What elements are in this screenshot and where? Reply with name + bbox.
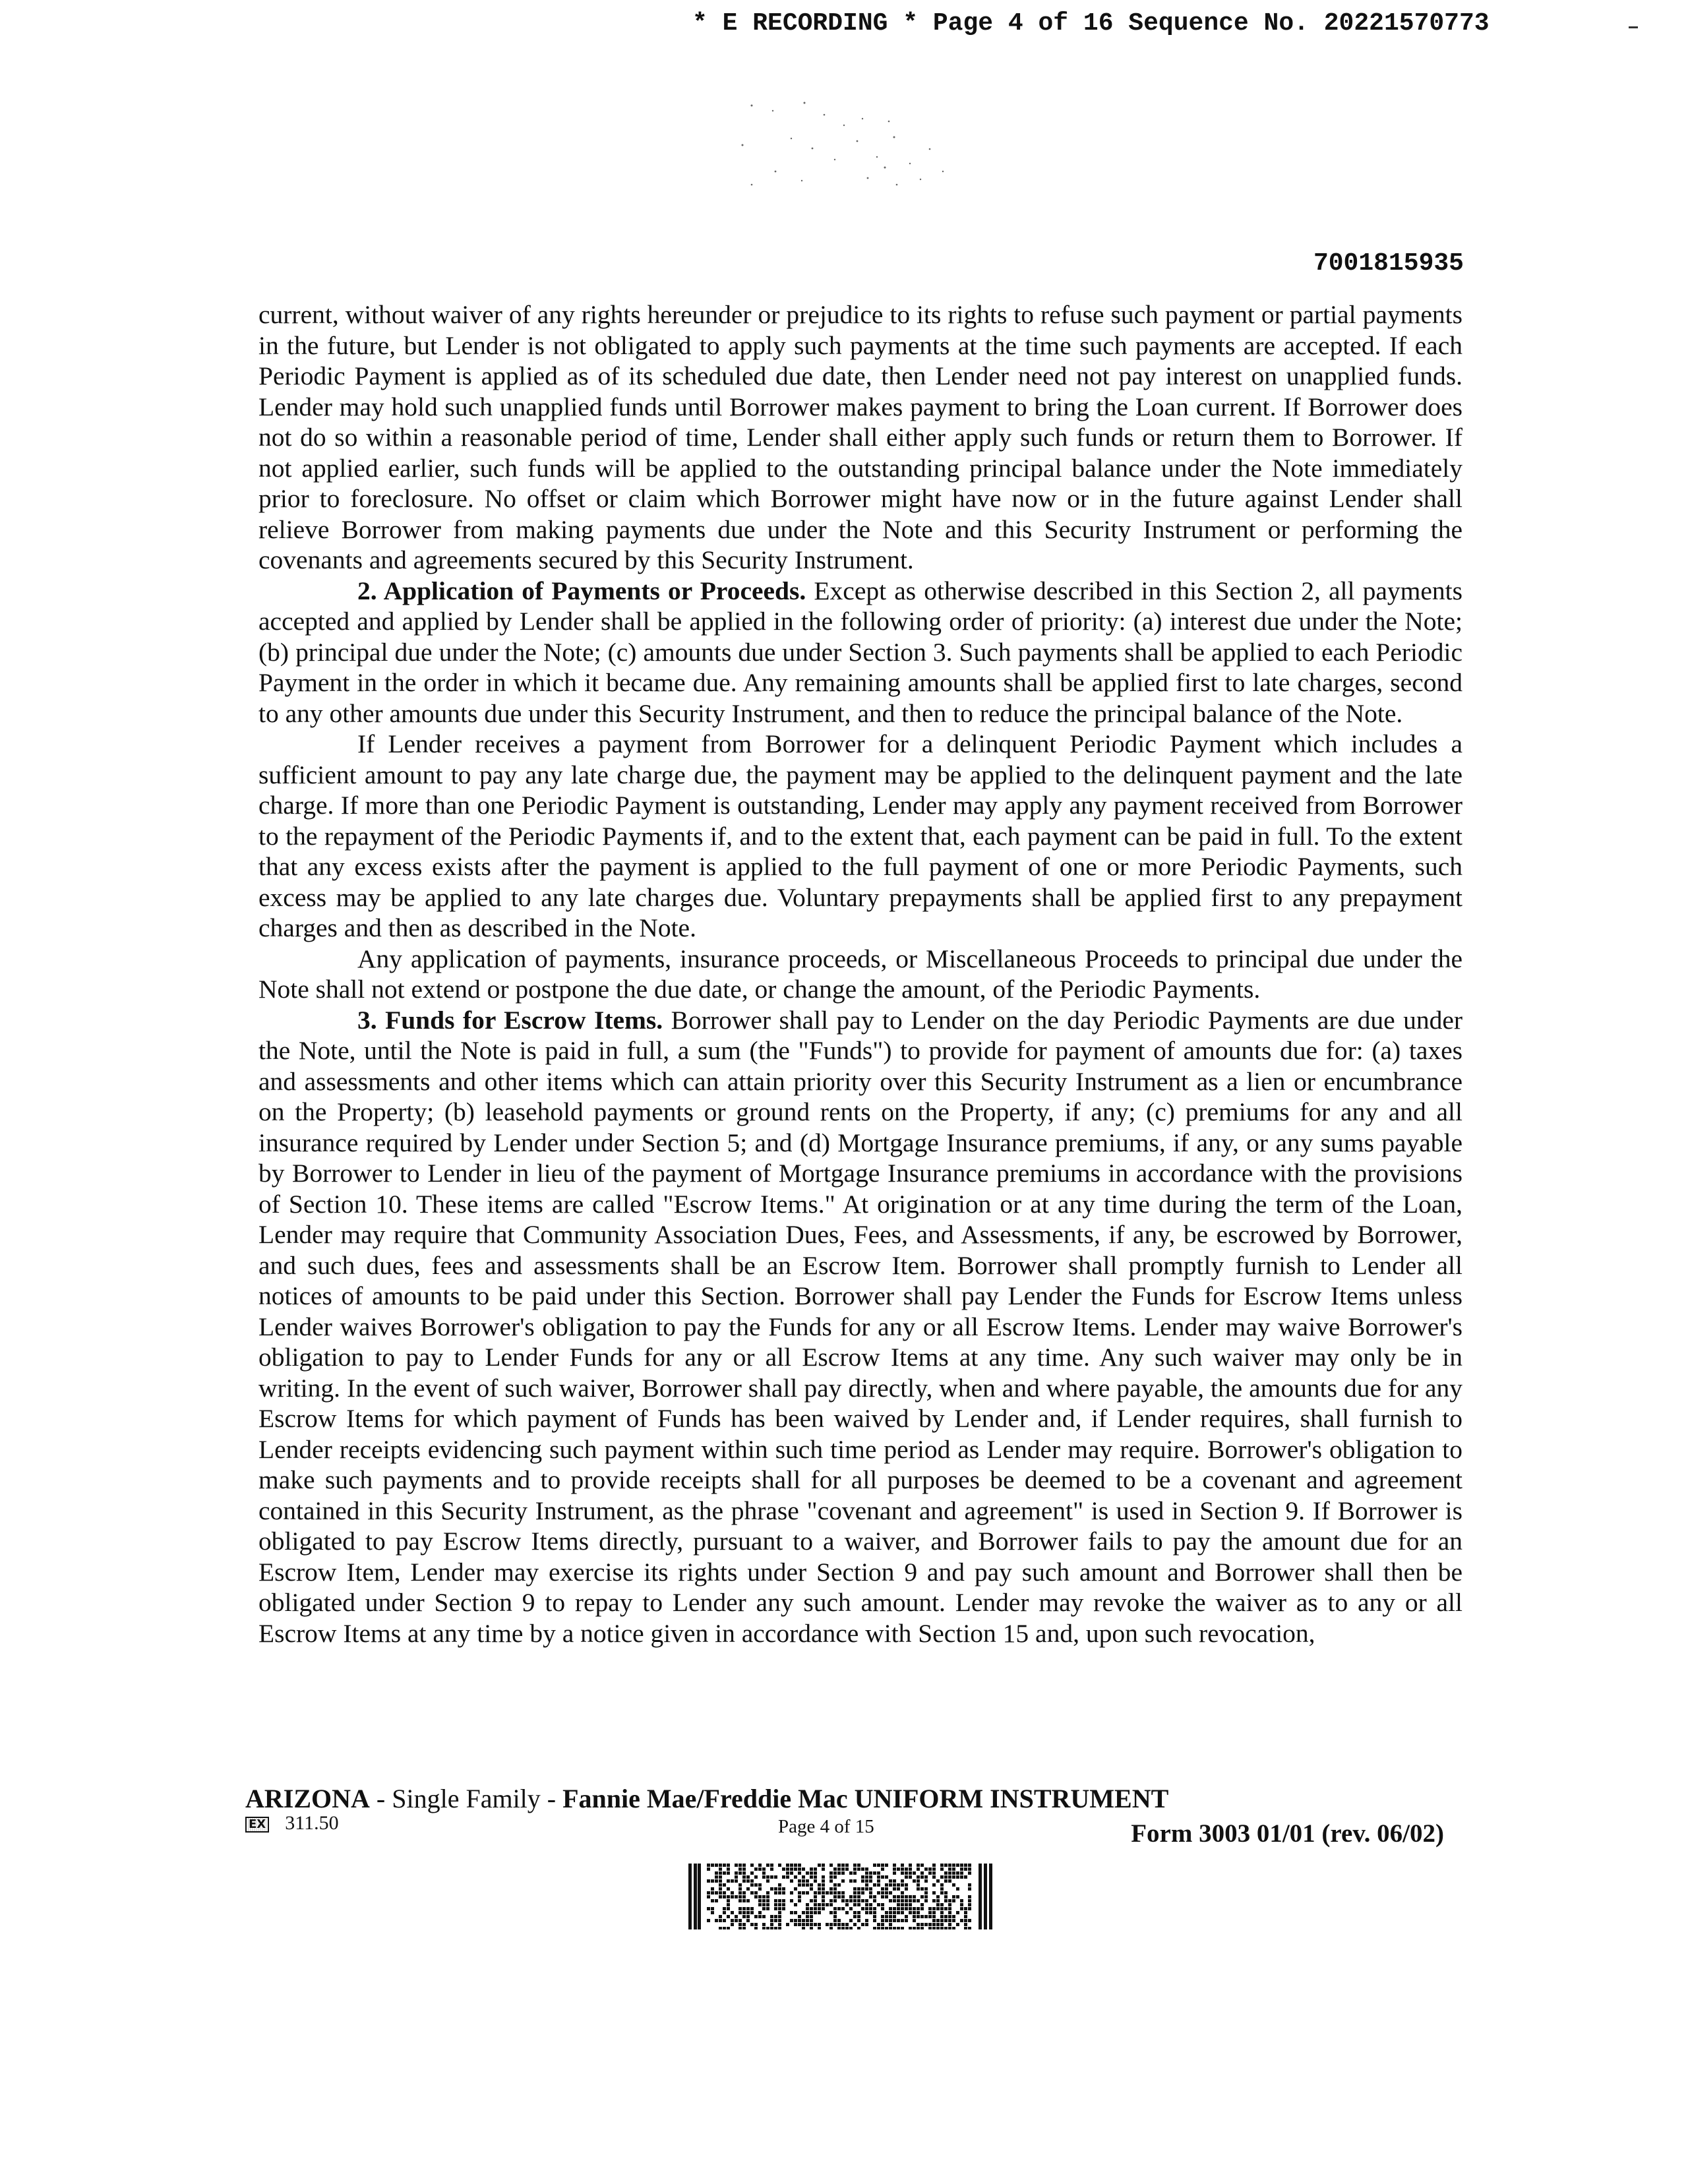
- footer-form-number: Form 3003 01/01 (rev. 06/02): [1131, 1819, 1444, 1848]
- footer-separator: - Single Family -: [369, 1784, 563, 1813]
- edge-mark: [1629, 26, 1638, 28]
- recording-header: * E RECORDING * Page 4 of 16 Sequence No. 20221570773: [692, 9, 1490, 38]
- form-code-text: 311.50: [285, 1812, 339, 1834]
- footer-page-label: Page 4 of 15: [778, 1816, 874, 1837]
- section-heading: 2. Application of Payments or Proceeds.: [357, 576, 806, 605]
- paragraph-text: If Lender receives a payment from Borrower for a delinquent Periodic Payment which includes a sufficient amount to pay any late charge due, the payment may be applied to the delinquent payment and the late charge. If more than one Periodic Payment is outstanding, Lender may apply any payment received from Borrower to the repayment of the Periodic Payments if, and to the extent that, each payment can be paid in full. To the extent that any excess exists after the payment is applied to the full payment of one or more Periodic Payments, such excess may be applied to any late charges due. Voluntary prepayments shall be applied first to any prepayment charges and then as described in the Note.: [258, 729, 1462, 942]
- paragraph-text: Borrower shall pay to Lender on the day Periodic Payments are due under the Note, until the Note is paid in full, a sum (the "Funds") to provide for payment of amounts due for: (a) taxes and assessments and other items which can attain priority over this Security Instrument as a lien or encumbrance on the Property; (b) leasehold payments or ground rents on the Property, if any; (c) premiums for any and all insurance required by Lender under Section 5; and (d) Mortgage Insurance premiums, if any, or any sums payable by Borrower to Lender in lieu of the payment of Mortgage Insurance premiums in accordance with the provisions of Section 10. These items are called "Escrow Items." At origination or at any time during the term of the Loan, Lender may require that Community Association Dues, Fees, and Assessments, if any, be escrowed by Borrower, and such dues, fees and assessments shall be an Escrow Item. Borrower shall promptly furnish to Lender all notices of amounts to be paid under this Section. Borrower shall pay Lender the Funds for Escrow Items unless Lender waives Borrower's obligation to pay the Funds for any or all Escrow Items. Lender may waive Borrower's obligation to pay to Lender Funds for any or all Escrow Items at any time. Any such waiver may only be in writing. In the event of such waiver, Borrower shall pay directly, when and where payable, the amounts due for any Escrow Items for which payment of Funds has been waived by Lender and, if Lender requires, shall furnish to Lender receipts evidencing such payment within such time period as Lender may require. Borrower's obligation to make such payments and to provide receipts shall for all purposes be deemed to be a covenant and agreement contained in this Security Instrument, as the phrase "covenant and agreement" is used in Section 9. If Borrower is obligated to pay Escrow Items directly, pursuant to a waiver, and Borrower fails to pay the amount due for an Escrow Item, Lender may exercise its rights under Section 9 and pay such amount and Borrower shall then be obligated under Section 9 to repay to Lender any such amount. Lender may revoke the waiver as to any or all Escrow Items at any time by a notice given in accordance with Section 15 and, upon such revocation,: [258, 1005, 1462, 1648]
- loan-number: 7001815935: [1313, 249, 1464, 278]
- paragraph-continuation: [258, 299, 1462, 576]
- paragraph-text: Except as otherwise described in this Section 2, all payments accepted and applied by Lender shall be applied in the following order of priority: (a) interest due under the Note; (b) principal due under the Note; (c) amounts due under Section 3. Such payments shall be applied to each Periodic Payment in the order in which it became due. Any remaining amounts shall be applied first to late charges, second to any other amounts due under this Security Instrument, and then to reduce the principal balance of the Note.: [258, 576, 1462, 728]
- section-3-paragraph: [258, 1005, 1462, 1649]
- section-2-paragraph: [258, 576, 1462, 729]
- paragraph-text: current, without waiver of any rights hereunder or prejudice to its rights to refuse such payment or partial payments in the future, but Lender is not obligated to apply such payments at the time such payments are accepted. If each Periodic Payment is applied as of its scheduled due date, then Lender need not pay interest on unapplied funds. Lender may hold such unapplied funds until Borrower makes payment to bring the Loan current. If Borrower does not do so within a reasonable period of time, Lender shall either apply such funds or return them to Borrower. If not applied earlier, such funds will be applied to the outstanding principal balance under the Note immediately prior to foreclosure. No offset or claim which Borrower might have now or in the future against Lender shall relieve Borrower from making payments due under the Note and this Security Instrument or performing the covenants and agreements secured by this Security Instrument.: [258, 300, 1462, 574]
- form-vendor-icon: EX: [245, 1817, 269, 1833]
- footer-form-code: [245, 1812, 339, 1835]
- footer-instrument-line: [245, 1783, 1498, 1814]
- footer-agency: Fannie Mae/Freddie Mac UNIFORM INSTRUMENT: [562, 1784, 1169, 1813]
- document-body: [258, 299, 1462, 1649]
- barcode: [688, 1864, 993, 1929]
- scan-speckles: [712, 99, 989, 198]
- section-heading: 3. Funds for Escrow Items.: [357, 1005, 663, 1035]
- application-paragraph: [258, 944, 1462, 1005]
- delinquent-payment-paragraph: [258, 729, 1462, 944]
- footer-state: ARIZONA: [245, 1784, 370, 1813]
- paragraph-text: Any application of payments, insurance proceeds, or Miscellaneous Proceeds to principal due under the Note shall not extend or postpone the due date, or change the amount, of the Periodic Payments.: [258, 944, 1462, 1004]
